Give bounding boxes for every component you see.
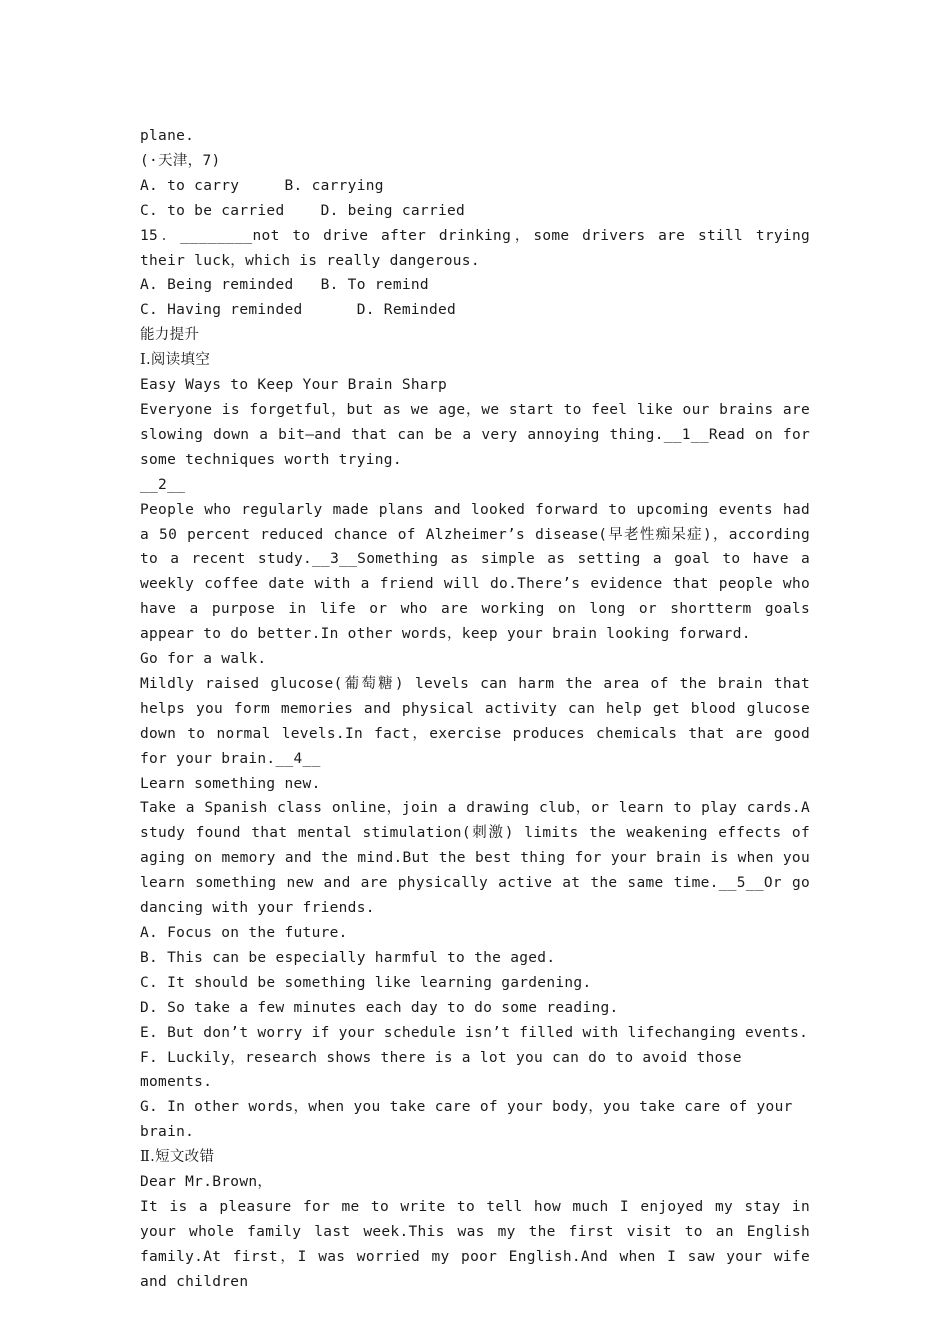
option-line: A. Being reminded B. To remind [140, 277, 429, 294]
blank-2: __2__ [140, 476, 186, 493]
question-15: 15．________not to drive after drinking，some drivers are still trying their luck，which is really dangerous. [140, 227, 810, 269]
paragraph-3: Mildly raised glucose(葡萄糖) levels can harm the area of the brain that helps you form memories and physical activity can help get blood glucose down to normal levels.In fact，exercise produces chemicals that are good for your brain.__4__ [140, 675, 810, 767]
paragraph-1: Everyone is forgetful，but as we age，we start to feel like our brains are slowing down a bit—and that can be a very annoying thing.__1__Read on for some techniques worth trying. [140, 401, 810, 468]
passage-title: Easy Ways to Keep Your Brain Sharp [140, 377, 448, 394]
option-d: D. So take a few minutes each day to do some reading. [140, 999, 619, 1016]
subheading-walk: Go for a walk. [140, 651, 267, 668]
option-line: C. Having reminded D. Reminded [140, 302, 457, 319]
subheading-learn: Learn something new. [140, 775, 321, 792]
option-line: A. to carry B. carrying [140, 177, 384, 194]
text-line: plane. [140, 128, 195, 144]
section-heading-correction: Ⅱ.短文改错 [140, 1149, 215, 1166]
option-a: A. Focus on the future. [140, 925, 348, 941]
option-c: C. It should be something like learning gardening. [140, 974, 592, 991]
letter-greeting: Dear Mr.Brown， [140, 1174, 273, 1191]
paragraph-4: Take a Spanish class online，join a drawing club，or learn to play cards.A study found that mental stimulation(刺激) limits the weakening effects of aging on memory and the mind.But the best thing for your brain is when you learn something new and are physically active at the same time.__5__Or go dancing with your friends. [140, 800, 810, 917]
paragraph-2: People who regularly made plans and looked forward to upcoming events had a 50 percent reduced chance of Alzheimer’s disease(早老性痴呆症)，according to a recent study.__3__Something as simple as setting a goal to have a weekly coffee date with a friend will do.There’s evidence that people who have a purpose in life or who are working on long or shortterm goals appear to do better.In other words，keep your brain looking forward. [140, 501, 810, 643]
option-e: E. But don’t worry if your schedule isn’t filled with lifechanging events. [140, 1024, 809, 1041]
option-b: B. This can be especially harmful to the aged. [140, 949, 556, 966]
option-f: F. Luckily，research shows there is a lot you can do to avoid those moments. [140, 1049, 751, 1091]
section-heading-reading: Ⅰ.阅读填空 [140, 352, 211, 369]
paragraph-5: It is a pleasure for me to write to tell how much I enjoyed my stay in your whole family last week.This was my the first visit to an English family.At first，I was worried my poor English.And when I saw your wife and children [140, 1198, 810, 1290]
source-note: (·天津，7) [140, 152, 221, 169]
option-line: C. to be carried D. being carried [140, 202, 466, 219]
option-g: G. In other words，when you take care of your body，you take care of your brain. [140, 1099, 802, 1141]
section-heading-ability: 能力提升 [140, 327, 200, 344]
document-page [140, 124, 810, 1295]
